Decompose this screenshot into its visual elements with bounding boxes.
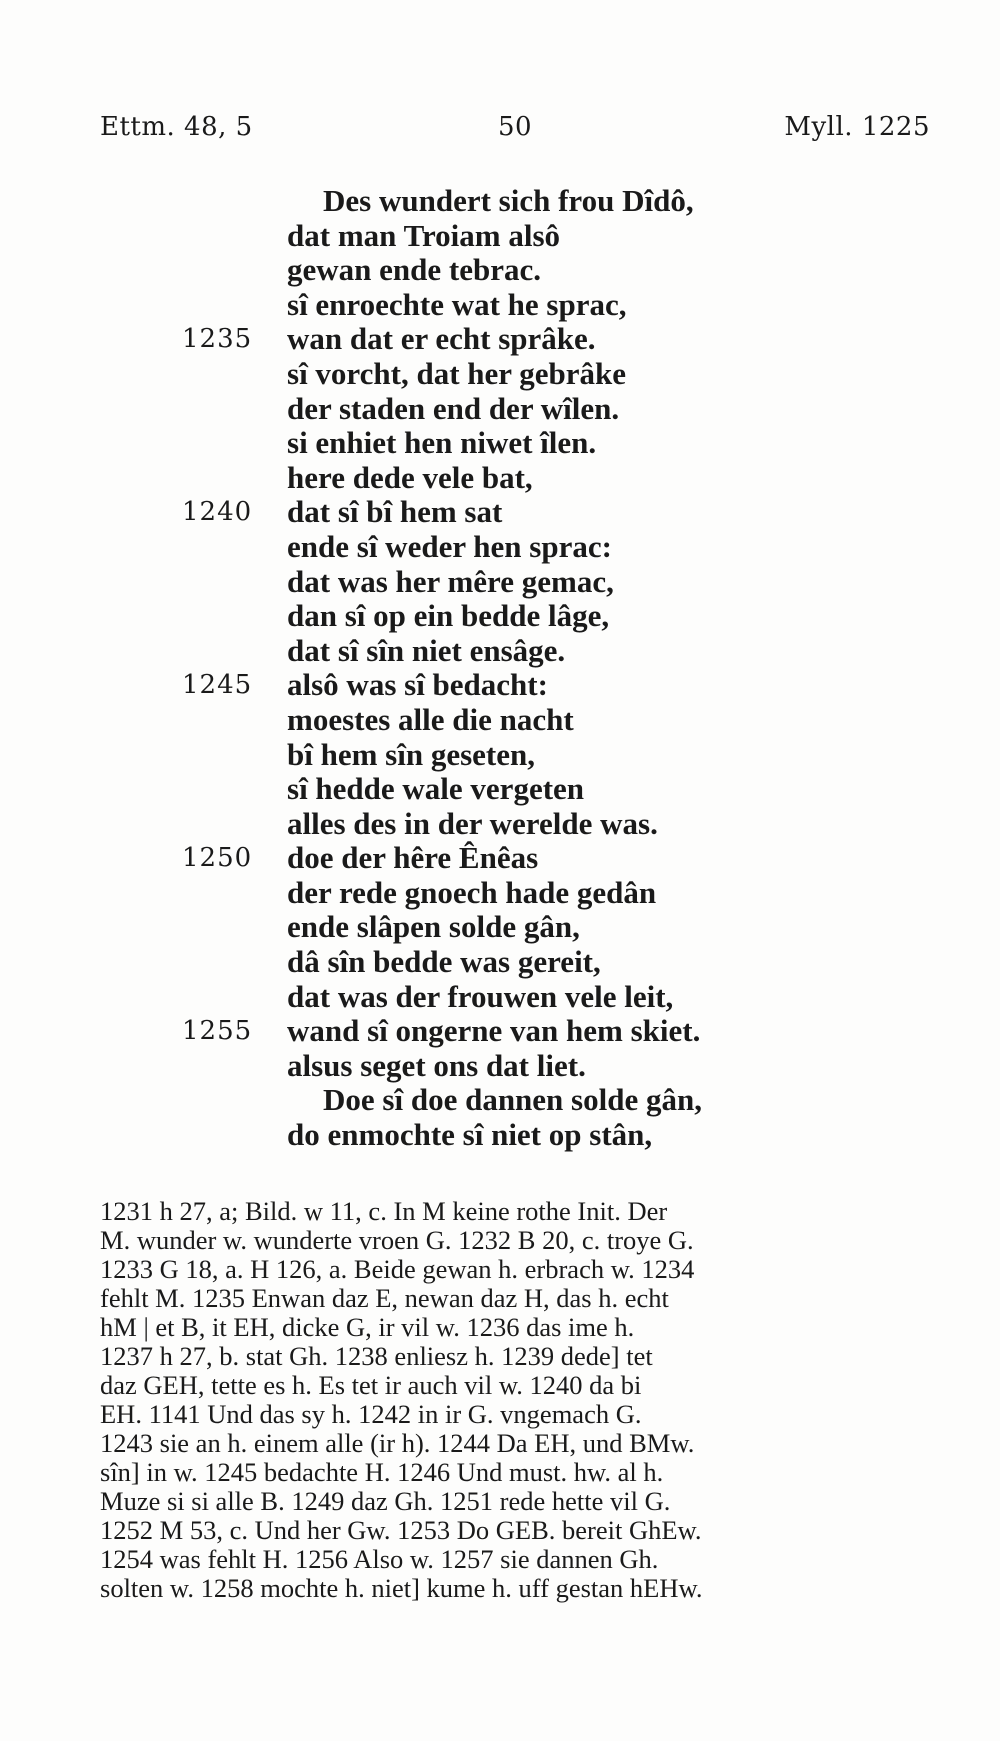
verse-line bbox=[0, 392, 1000, 427]
apparatus-line: 1254 was fehlt H. 1256 Also w. 1257 sie dannen Gh. bbox=[100, 1544, 659, 1574]
apparatus-line: hM | et B, it EH, dicke G, ir vil w. 1236 das ime h. bbox=[100, 1312, 635, 1342]
verse-text: dat man Troiam alsô bbox=[287, 217, 561, 253]
apparatus-line: sîn] in w. 1245 bedachte H. 1246 Und must. hw. al h. bbox=[100, 1457, 664, 1487]
apparatus-line: 1252 M 53, c. Und her Gw. 1253 Do GEB. bereit GhEw. bbox=[100, 1515, 702, 1545]
verse-line bbox=[0, 357, 1000, 392]
verse-line bbox=[0, 634, 1000, 669]
verse-line bbox=[0, 807, 1000, 842]
verse-line bbox=[0, 599, 1000, 634]
apparatus-line: fehlt M. 1235 Enwan daz E, newan daz H, das h. echt bbox=[100, 1283, 669, 1313]
apparatus-line: M. wunder w. wunderte vroen G. 1232 B 20, c. troye G. bbox=[100, 1225, 694, 1255]
verse-line bbox=[0, 738, 1000, 773]
verse-line bbox=[0, 1014, 1000, 1049]
poem-text bbox=[0, 184, 1000, 1153]
verse-line bbox=[0, 1049, 1000, 1084]
verse-text: alles des in der werelde was. bbox=[287, 805, 658, 841]
verse-line bbox=[0, 219, 1000, 254]
running-head-right: Myll. 1225 bbox=[784, 112, 930, 142]
verse-text: alsô was sî bedacht: bbox=[287, 667, 548, 703]
verse-text: ende sî weder hen sprac: bbox=[287, 528, 612, 564]
verse-text: si enhiet hen niwet îlen. bbox=[287, 425, 597, 461]
verse-line bbox=[0, 530, 1000, 565]
verse-text: moestes alle die nacht bbox=[287, 701, 574, 737]
verse-text: der rede gnoech hade gedân bbox=[287, 874, 657, 910]
verse-text: here dede vele bat, bbox=[287, 459, 533, 495]
verse-text: dat sî sîn niet ensâge. bbox=[287, 632, 566, 668]
verse-line bbox=[0, 945, 1000, 980]
apparatus-line: 1233 G 18, a. H 126, a. Beide gewan h. erbrach w. 1234 bbox=[100, 1254, 695, 1284]
verse-line bbox=[0, 253, 1000, 288]
verse-line bbox=[0, 461, 1000, 496]
verse-line bbox=[0, 910, 1000, 945]
verse-text: ende slâpen solde gân, bbox=[287, 909, 580, 945]
verse-text: do enmochte sî niet op stân, bbox=[287, 1117, 653, 1153]
running-head bbox=[100, 112, 930, 146]
verse-text: sî hedde wale vergeten bbox=[287, 771, 585, 807]
verse-text: sî vorcht, dat her gebrâke bbox=[287, 355, 626, 391]
verse-line bbox=[0, 565, 1000, 600]
verse-line bbox=[0, 876, 1000, 911]
verse-text: wan dat er echt sprâke. bbox=[287, 321, 596, 357]
critical-apparatus bbox=[100, 1197, 930, 1603]
verse-text: Des wundert sich frou Dîdô, bbox=[323, 183, 694, 218]
verse-line bbox=[0, 772, 1000, 807]
verse-text: bî hem sîn geseten, bbox=[287, 736, 535, 772]
verse-text: dat sî bî hem sat bbox=[287, 494, 503, 530]
verse-line bbox=[0, 426, 1000, 461]
verse-line bbox=[0, 1118, 1000, 1153]
line-number: 1250 bbox=[182, 843, 253, 874]
apparatus-line: Muze si si alle B. 1249 daz Gh. 1251 rede hette vil G. bbox=[100, 1486, 671, 1516]
verse-line bbox=[0, 495, 1000, 530]
verse-text: gewan ende tebrac. bbox=[287, 252, 541, 288]
verse-text: dat was der frouwen vele leit, bbox=[287, 978, 674, 1014]
verse-line bbox=[0, 668, 1000, 703]
verse-text: wand sî ongerne van hem skiet. bbox=[287, 1013, 701, 1049]
line-number: 1245 bbox=[182, 670, 253, 701]
line-number: 1255 bbox=[182, 1016, 253, 1047]
apparatus-line: EH. 1141 Und das sy h. 1242 in ir G. vngemach G. bbox=[100, 1399, 642, 1429]
apparatus-line: 1243 sie an h. einem alle (ir h). 1244 Da EH, und BMw. bbox=[100, 1428, 695, 1458]
verse-text: alsus seget ons dat liet. bbox=[287, 1047, 586, 1083]
verse-text: Doe sî doe dannen solde gân, bbox=[323, 1082, 702, 1118]
line-number: 1240 bbox=[182, 497, 253, 528]
verse-line bbox=[0, 1083, 1000, 1118]
running-head-left: Ettm. 48, 5 bbox=[100, 112, 253, 142]
verse-line bbox=[0, 184, 1000, 219]
verse-text: doe der hêre Ênêas bbox=[287, 840, 539, 876]
verse-line bbox=[0, 841, 1000, 876]
line-number: 1235 bbox=[182, 324, 253, 355]
apparatus-line: solten w. 1258 mochte h. niet] kume h. uff gestan hEHw. bbox=[100, 1573, 703, 1603]
verse-text: sî enroechte wat he sprac, bbox=[287, 286, 627, 322]
verse-line bbox=[0, 322, 1000, 357]
verse-text: dâ sîn bedde was gereit, bbox=[287, 944, 601, 980]
verse-text: dat was her mêre gemac, bbox=[287, 563, 614, 599]
verse-text: dan sî op ein bedde lâge, bbox=[287, 598, 610, 634]
page-number: 50 bbox=[497, 112, 533, 142]
apparatus-line: daz GEH, tette es h. Es tet ir auch vil w. 1240 da bi bbox=[100, 1370, 642, 1400]
verse-line bbox=[0, 288, 1000, 323]
verse-text: der staden end der wîlen. bbox=[287, 390, 620, 426]
verse-line bbox=[0, 980, 1000, 1015]
verse-line bbox=[0, 703, 1000, 738]
apparatus-line: 1231 h 27, a; Bild. w 11, c. In M keine rothe Init. Der bbox=[100, 1196, 668, 1226]
apparatus-line: 1237 h 27, b. stat Gh. 1238 enliesz h. 1239 dede] tet bbox=[100, 1341, 653, 1371]
